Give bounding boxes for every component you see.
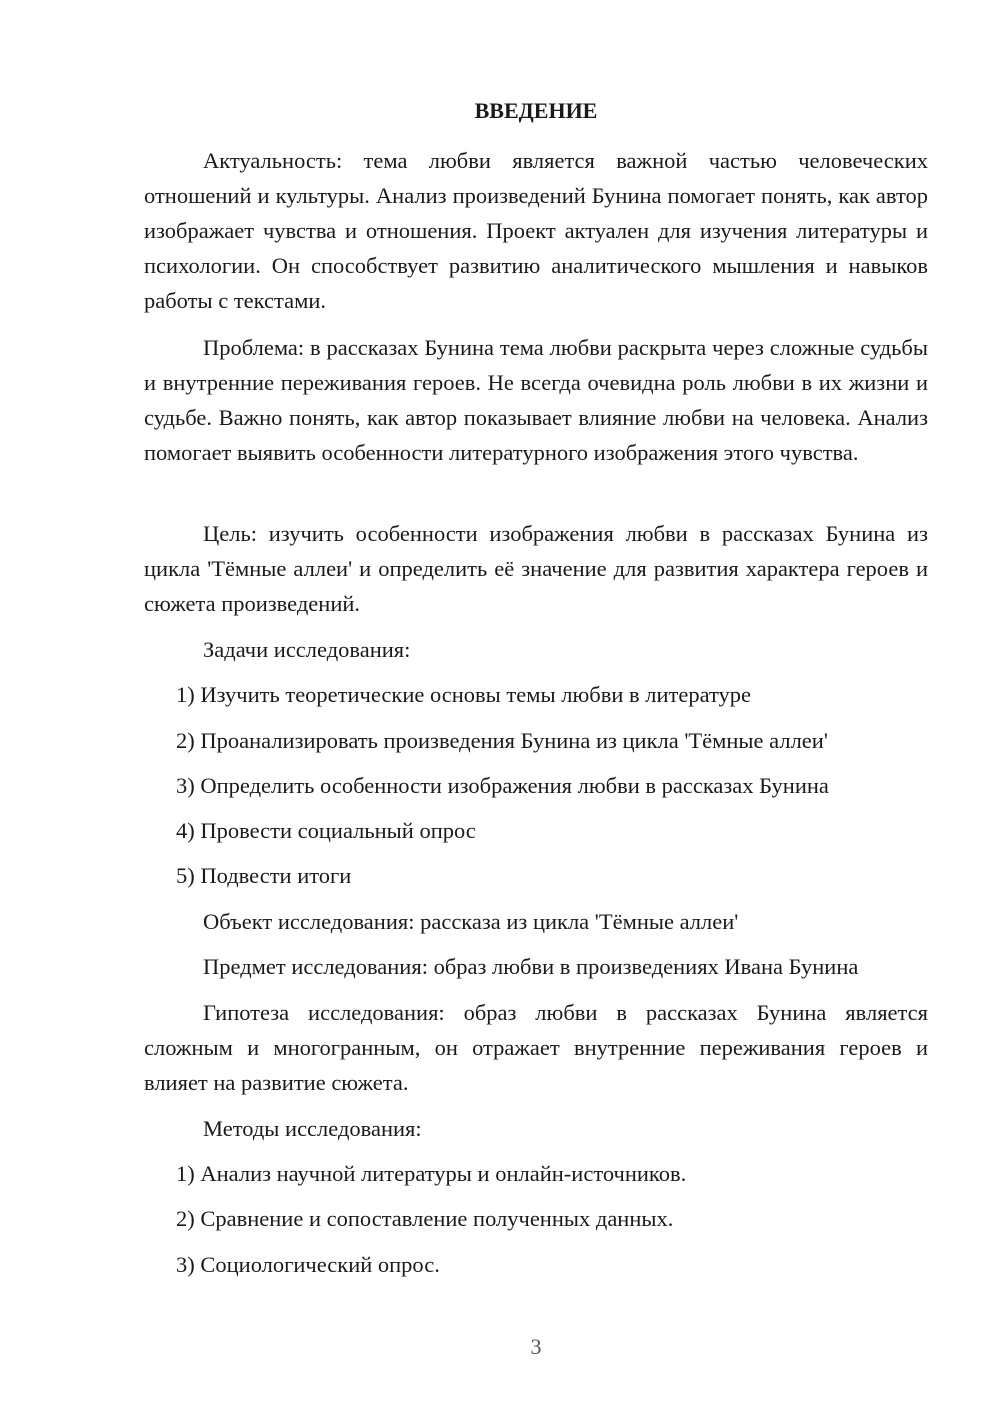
task-item: 3) Определить особенности изображения любви в рассказах Бунина xyxy=(176,773,829,798)
section-title: ВВЕДЕНИЕ xyxy=(474,98,598,123)
task-item: 2) Проанализировать произведения Бунина из цикла 'Тёмные аллеи' xyxy=(176,728,828,753)
method-item: 1) Анализ научной литературы и онлайн-источников. xyxy=(176,1161,687,1186)
tasks-heading: Задачи исследования: xyxy=(203,637,411,662)
method-item: 3) Социологический опрос. xyxy=(176,1252,440,1277)
task-item: 5) Подвести итоги xyxy=(176,863,352,888)
relevance-paragraph: Актуальность: тема любви является важной частью человеческих отношений и культуры. Анализ произведений Бунина помогает понять, как автор изображает чувства и отношения. Проект актуален для изучения литературы и психологии. Он способствует развитию аналитического мышления и навыков работы с текстами. xyxy=(144,148,928,313)
methods-heading: Методы исследования: xyxy=(203,1116,422,1141)
subject-line: Предмет исследования: образ любви в произведениях Ивана Бунина xyxy=(203,954,859,979)
hypothesis-paragraph: Гипотеза исследования: образ любви в рассказах Бунина является сложным и многогранным, он отражает внутренние переживания героев и влияет на развитие сюжета. xyxy=(144,1000,928,1095)
object-line: Объект исследования: рассказа из цикла 'Тёмные аллеи' xyxy=(203,909,739,934)
task-item: 1) Изучить теоретические основы темы любви в литературе xyxy=(176,682,752,707)
goal-paragraph: Цель: изучить особенности изображения любви в рассказах Бунина из цикла 'Тёмные аллеи' и определить её значение для развития характера героев и сюжета произведений. xyxy=(144,521,928,616)
method-item: 2) Сравнение и сопоставление полученных данных. xyxy=(176,1206,674,1231)
problem-paragraph: Проблема: в рассказах Бунина тема любви раскрыта через сложные судьбы и внутренние переживания героев. Не всегда очевидна роль любви в их жизни и судьбе. Важно понять, как автор показывает влияние любви на человека. Анализ помогает выявить особенности литературного изображения этого чувства. xyxy=(144,335,928,465)
task-item: 4) Провести социальный опрос xyxy=(176,818,476,843)
page-number: 3 xyxy=(530,1334,542,1359)
